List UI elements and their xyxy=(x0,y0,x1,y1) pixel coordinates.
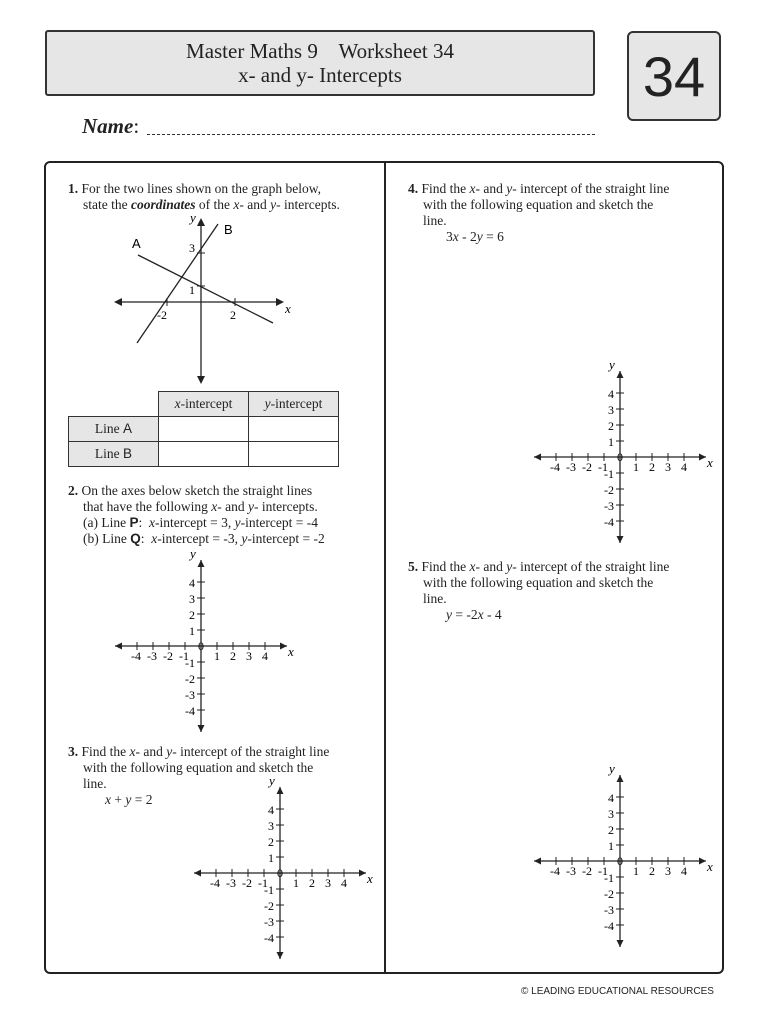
tick-label: -4 xyxy=(550,460,560,474)
tick-label: -1 xyxy=(598,864,608,878)
tick-label: -4 xyxy=(604,919,614,933)
tick-label: -2 xyxy=(242,876,252,890)
tick-label: 1 xyxy=(214,649,220,663)
question-4-text: 4. Find the x- and y- intercept of the straight line with the following equation and sketch the line. xyxy=(408,181,670,228)
arrowhead xyxy=(617,940,624,947)
tick-label: 1 xyxy=(293,876,299,890)
tick-label: -3 xyxy=(185,688,195,702)
tick-label: 4 xyxy=(608,387,614,401)
tick-label: 0 xyxy=(198,639,204,653)
tick-label: -2 xyxy=(604,887,614,901)
tick-label: 1 xyxy=(268,851,274,865)
tick-label: 2 xyxy=(268,835,274,849)
header-x-intercept: x-intercept xyxy=(159,392,249,417)
tick-label: -1 xyxy=(264,883,274,897)
tick-label: 1 xyxy=(608,839,614,853)
x-axis-label: x xyxy=(707,455,713,470)
tick-label: 3 xyxy=(608,807,614,821)
y-axis-label: y xyxy=(269,773,275,788)
tick-label: 2 xyxy=(189,608,195,622)
tick-label: -2 xyxy=(264,899,274,913)
arrowhead xyxy=(699,858,706,865)
tick-label: -1 xyxy=(598,460,608,474)
x-axis-label: x xyxy=(367,871,373,886)
tick-label: -4 xyxy=(210,876,220,890)
tick-label: 2 xyxy=(649,864,655,878)
tick-label: -3 xyxy=(566,864,576,878)
tick-label: 3 xyxy=(665,864,671,878)
copyright-footer: © LEADING EDUCATIONAL RESOURCES xyxy=(521,986,714,997)
tick-label: 1 xyxy=(633,864,639,878)
tick-label: -4 xyxy=(264,931,274,945)
tick-label: -4 xyxy=(131,649,141,663)
question-4-equation: 3x - 2y = 6 xyxy=(446,229,504,244)
tick-label: 3 xyxy=(189,592,195,606)
x-axis-label: x xyxy=(288,644,294,659)
tick-label: 1 xyxy=(189,283,195,297)
tick-label: -1 xyxy=(185,656,195,670)
tick-label: 0 xyxy=(617,854,623,868)
worksheet-title: Master Maths 9 Worksheet 34 xyxy=(186,39,454,63)
tick-label: 4 xyxy=(681,864,687,878)
tick-label: -2 xyxy=(582,864,592,878)
line-b-label: B xyxy=(224,222,233,237)
tick-label: -2 xyxy=(185,672,195,686)
tick-label: 2 xyxy=(230,649,236,663)
x-axis-label: x xyxy=(285,301,291,316)
tick-label: 2 xyxy=(230,308,236,322)
tick-label: 0 xyxy=(617,450,623,464)
tick-label: 3 xyxy=(189,241,195,255)
tick-label: 1 xyxy=(189,624,195,638)
tick-label: 2 xyxy=(649,460,655,474)
y-axis-label: y xyxy=(609,761,615,776)
line-a-label: A xyxy=(132,236,141,251)
tick-label: -4 xyxy=(185,704,195,718)
row-label-line-b: Line B xyxy=(69,442,159,467)
tick-label: -2 xyxy=(604,483,614,497)
tick-label: 1 xyxy=(608,435,614,449)
row-label-line-a: Line A xyxy=(69,417,159,442)
tick-label: 3 xyxy=(325,876,331,890)
tick-label: 4 xyxy=(262,649,268,663)
tick-label: 4 xyxy=(341,876,347,890)
arrowhead xyxy=(617,775,624,782)
tick-label: 4 xyxy=(189,576,195,590)
worksheet-number-badge: 34 xyxy=(627,31,721,121)
tick-label: -4 xyxy=(604,515,614,529)
tick-label: -3 xyxy=(566,460,576,474)
tick-label: -1 xyxy=(604,467,614,481)
question-1-text: 1. For the two lines shown on the graph below, state the coordinates of the x- and y- intercepts. xyxy=(68,181,340,212)
tick-label: 3 xyxy=(608,403,614,417)
y-axis-label: y xyxy=(190,546,196,561)
question-2-text: 2. On the axes below sketch the straight lines that have the following x- and y- intercepts. (a) Line P: x-intercept = 3, y-intercept = -4 (b) Line Q: x-intercept = -3, y-intercept = -2 xyxy=(68,483,325,546)
tick-label: -3 xyxy=(226,876,236,890)
tick-label: 2 xyxy=(309,876,315,890)
tick-label: 4 xyxy=(608,791,614,805)
question-3-equation: x + y = 2 xyxy=(105,792,153,807)
question-5-equation: y = -2x - 4 xyxy=(446,607,502,622)
question-3-text: 3. Find the x- and y- intercept of the straight line with the following equation and sketch the line. xyxy=(68,744,330,791)
tick-label: 4 xyxy=(268,803,274,817)
tick-label: -3 xyxy=(264,915,274,929)
tick-label: 3 xyxy=(246,649,252,663)
tick-label: 2 xyxy=(608,419,614,433)
tick-label: 3 xyxy=(268,819,274,833)
worksheet-subtitle: x- and y- Intercepts xyxy=(238,63,402,87)
tick-label: 3 xyxy=(665,460,671,474)
tick-label: -2 xyxy=(582,460,592,474)
tick-label: -3 xyxy=(604,903,614,917)
tick-label: -2 xyxy=(163,649,173,663)
header-y-intercept: y-intercept xyxy=(249,392,339,417)
tick-label: 4 xyxy=(681,460,687,474)
arrowhead xyxy=(534,858,541,865)
tick-label: -3 xyxy=(147,649,157,663)
name-label: Name: xyxy=(82,114,140,138)
y-axis-label: y xyxy=(609,357,615,372)
tick-label: -1 xyxy=(604,871,614,885)
tick-label: -2 xyxy=(157,308,167,322)
x-axis-label: x xyxy=(707,859,713,874)
tick-label: -3 xyxy=(604,499,614,513)
tick-label: -1 xyxy=(258,876,268,890)
y-axis-label: y xyxy=(190,210,196,225)
question-5-text: 5. Find the x- and y- intercept of the straight line with the following equation and sketch the line. xyxy=(408,559,670,606)
tick-label: 2 xyxy=(608,823,614,837)
tick-label: -4 xyxy=(550,864,560,878)
tick-label: 1 xyxy=(633,460,639,474)
tick-label: 0 xyxy=(277,866,283,880)
tick-label: -1 xyxy=(179,649,189,663)
